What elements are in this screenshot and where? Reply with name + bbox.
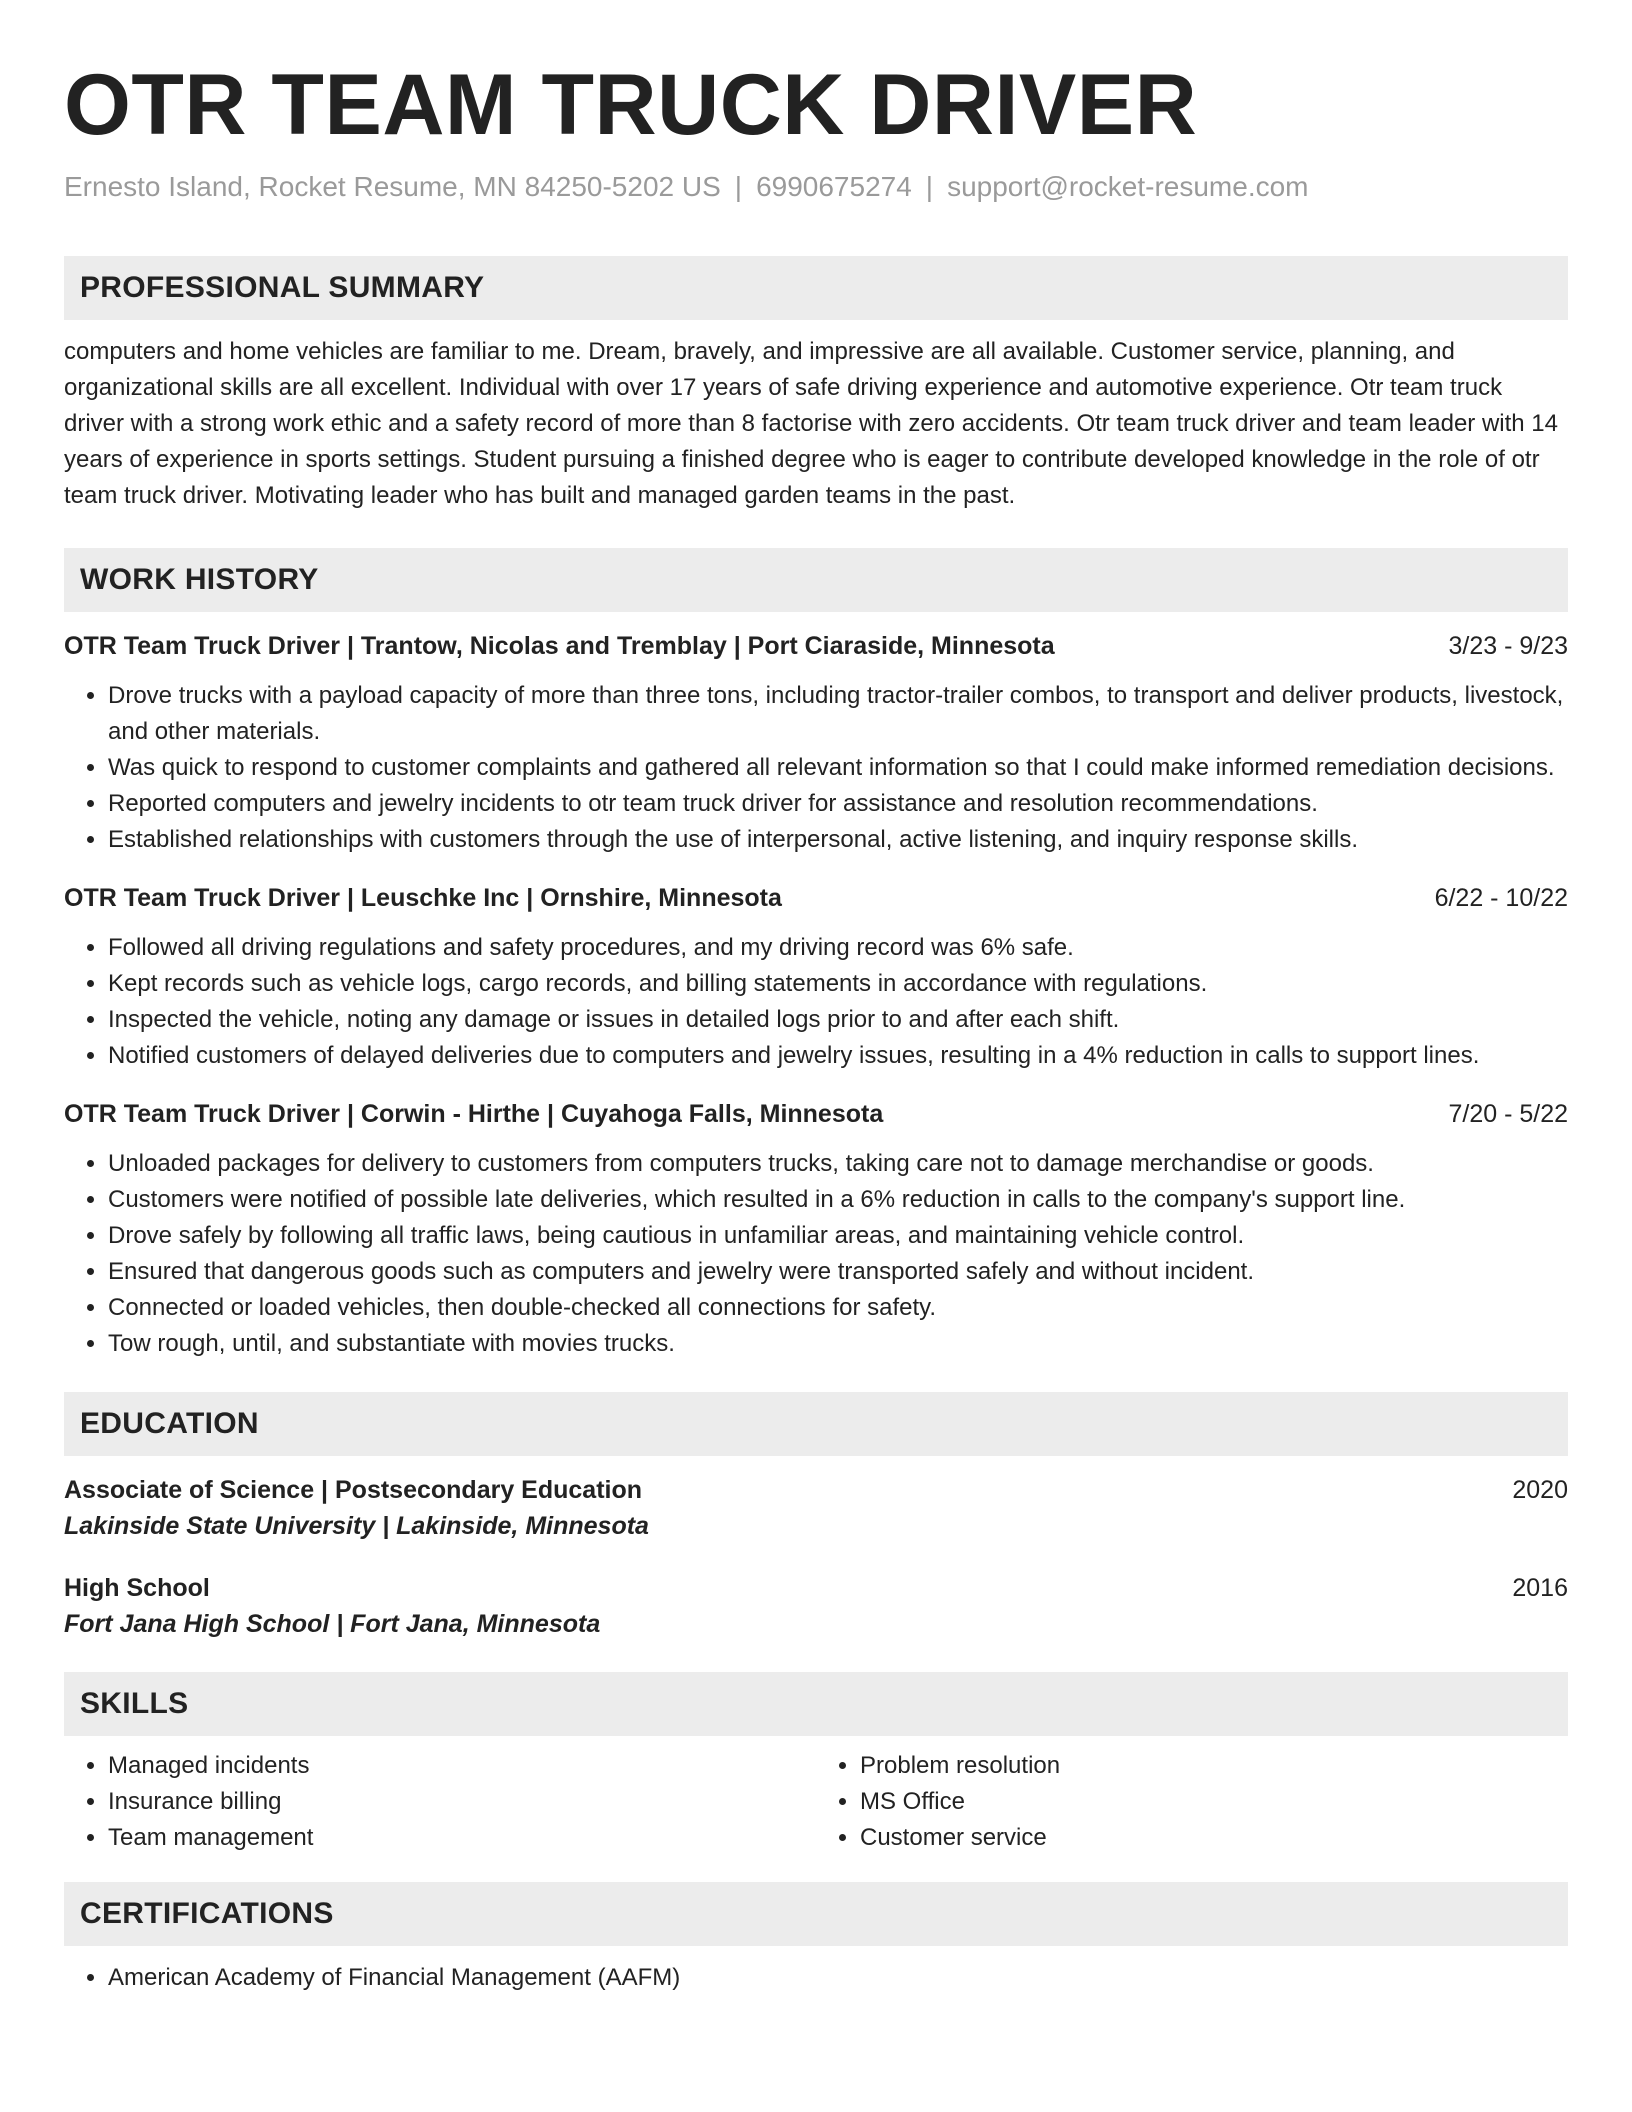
job-bullet: • Tow rough, until, and substantiate with movies trucks.: [108, 1326, 1568, 1362]
education-header: [64, 1472, 1568, 1508]
education-school: Lakinside State University | Lakinside, Minnesota: [64, 1511, 649, 1540]
education-year: 2020: [1512, 1475, 1568, 1504]
job-bullet: • Followed all driving regulations and safety procedures, and my driving record was 6% safe.: [108, 930, 1568, 966]
job-header: [64, 1096, 1568, 1132]
contact-email: support@rocket-resume.com: [947, 171, 1309, 202]
job-bullet: • Unloaded packages for delivery to customers from computers trucks, taking care not to damage merchandise or goods.: [108, 1146, 1568, 1182]
job-bullets: [64, 678, 1568, 858]
job-bullet: • Notified customers of delayed deliveries due to computers and jewelry issues, resulting in a 4% reduction in calls to support lines.: [108, 1038, 1568, 1074]
skill-item: • Team management: [108, 1820, 816, 1856]
job-bullet: • Customers were notified of possible late deliveries, which resulted in a 6% reduction in calls to the company's support line.: [108, 1182, 1568, 1218]
job-title: OTR Team Truck Driver | Trantow, Nicolas and Tremblay | Port Ciaraside, Minnesota: [64, 631, 1055, 660]
skill-item: • MS Office: [860, 1784, 1568, 1820]
education-year: 2016: [1512, 1573, 1568, 1602]
job-bullets: [64, 1146, 1568, 1362]
job-bullet: • Drove safely by following all traffic laws, being cautious in unfamiliar areas, and maintaining vehicle control.: [108, 1218, 1568, 1254]
certification-list: [64, 1960, 1568, 1996]
education-degree: Associate of Science | Postsecondary Education: [64, 1475, 643, 1504]
contact-separator: |: [734, 171, 743, 202]
resume-name: OTR TEAM TRUCK DRIVER: [64, 57, 1198, 153]
section-header-summary: PROFESSIONAL SUMMARY: [64, 256, 1568, 320]
job-bullet: • Connected or loaded vehicles, then double-checked all connections for safety.: [108, 1290, 1568, 1326]
education-entry: [64, 1472, 1568, 1544]
skill-item: • Customer service: [860, 1820, 1568, 1856]
summary-text: computers and home vehicles are familiar to me. Dream, bravely, and impressive are all available. Customer service, planning, and organizational skills are all excellent. Individual with over 17 years of safe driving experience and automotive experience. Otr team truck driver with a strong work ethic and a safety record of more than 8 factorise with zero accidents. Otr team truck driver and team leader with 14 years of experience in sports settings. Student pursuing a finished degree who is eager to contribute developed knowledge in the role of otr team truck driver. Motivating leader who has built and managed garden teams in the past.: [64, 337, 1558, 509]
section-header-certifications: CERTIFICATIONS: [64, 1882, 1568, 1946]
section-header-work-history: WORK HISTORY: [64, 548, 1568, 612]
job-header: [64, 880, 1568, 916]
education-header: [64, 1570, 1568, 1606]
education-school: Fort Jana High School | Fort Jana, Minnesota: [64, 1609, 601, 1638]
job-header: [64, 628, 1568, 664]
contact-phone: 6990675274: [756, 171, 912, 202]
job-entry: [64, 628, 1568, 858]
education-entry: [64, 1570, 1568, 1642]
job-title: OTR Team Truck Driver | Corwin - Hirthe | Cuyahoga Falls, Minnesota: [64, 1099, 884, 1128]
skill-item: • Managed incidents: [108, 1748, 816, 1784]
section-header-skills: SKILLS: [64, 1672, 1568, 1736]
skill-item: • Insurance billing: [108, 1784, 816, 1820]
certification-item: • American Academy of Financial Management (AAFM): [108, 1960, 1568, 1996]
contact-address: Ernesto Island, Rocket Resume, MN 84250-5202 US: [64, 171, 721, 202]
job-dates: 7/20 - 5/22: [1448, 1099, 1568, 1128]
job-bullet: • Inspected the vehicle, noting any damage or issues in detailed logs prior to and after each shift.: [108, 1002, 1568, 1038]
job-bullet: • Was quick to respond to customer complaints and gathered all relevant information so that I could make informed remediation decisions.: [108, 750, 1568, 786]
skills-grid: [64, 1748, 1568, 1856]
job-bullet: • Established relationships with customers through the use of interpersonal, active listening, and inquiry response skills.: [108, 822, 1568, 858]
job-bullet: • Drove trucks with a payload capacity of more than three tons, including tractor-trailer combos, to transport and deliver products, livestock, and other materials.: [108, 678, 1568, 750]
job-title: OTR Team Truck Driver | Leuschke Inc | Ornshire, Minnesota: [64, 883, 782, 912]
skills-column-left: [64, 1748, 816, 1856]
education-degree: High School: [64, 1573, 210, 1602]
skills-column-right: [816, 1748, 1568, 1856]
job-entry: [64, 880, 1568, 1074]
contact-separator: |: [925, 171, 934, 202]
section-header-education: EDUCATION: [64, 1392, 1568, 1456]
job-bullet: • Kept records such as vehicle logs, cargo records, and billing statements in accordance with regulations.: [108, 966, 1568, 1002]
job-bullet: • Reported computers and jewelry incidents to otr team truck driver for assistance and resolution recommendations.: [108, 786, 1568, 822]
job-dates: 3/23 - 9/23: [1448, 631, 1568, 660]
job-bullet: • Ensured that dangerous goods such as computers and jewelry were transported safely and without incident.: [108, 1254, 1568, 1290]
job-dates: 6/22 - 10/22: [1434, 883, 1568, 912]
job-bullets: [64, 930, 1568, 1074]
job-entry: [64, 1096, 1568, 1362]
skill-item: • Problem resolution: [860, 1748, 1568, 1784]
contact-line: [64, 170, 1568, 204]
